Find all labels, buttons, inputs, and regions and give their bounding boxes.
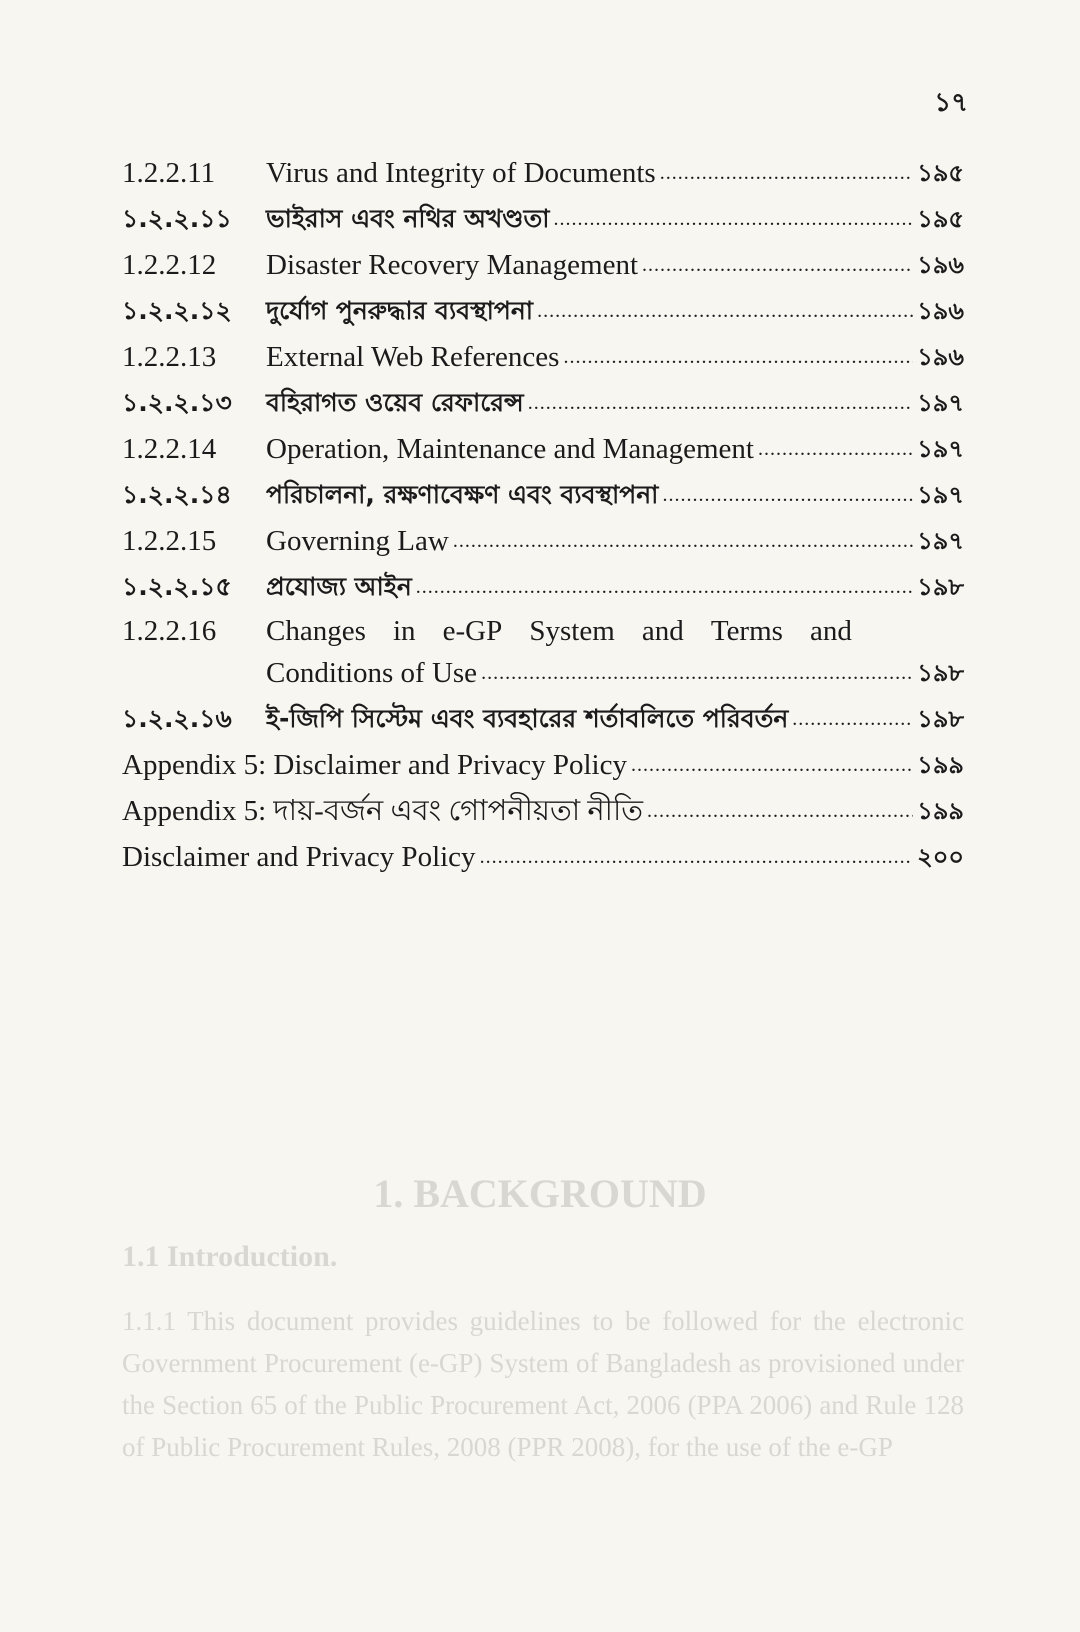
toc-title: Appendix 5: দায়-বর্জন এবং গোপনীয়তা নীতি — [122, 795, 644, 827]
toc-row — [122, 148, 964, 194]
toc-row-multiline — [122, 608, 964, 694]
toc-number: 1.2.2.13 — [122, 341, 217, 373]
toc-leader-dots — [537, 288, 913, 332]
toc-leader-dots — [662, 472, 913, 516]
toc-page: ১৯৫ — [917, 205, 964, 233]
toc-word: and — [810, 615, 852, 647]
toc-title: ই-জিপি সিস্টেম এবং ব্যবহারের শর্তাবলিতে পরিবর্তন — [266, 704, 789, 733]
toc-page: ১৯৭ — [917, 527, 964, 555]
toc-page: ১৯৮ — [917, 705, 964, 733]
toc-row — [122, 694, 964, 740]
toc-page: ১৯৯ — [917, 751, 964, 779]
toc-page: ১৯৬ — [917, 343, 964, 371]
toc-title: Operation, Maintenance and Management — [266, 433, 754, 465]
toc-row — [122, 240, 964, 286]
toc-title-line2: Conditions of Use — [266, 657, 478, 689]
toc-leader-dots — [660, 149, 914, 194]
toc-title: পরিচালনা, রক্ষণাবেক্ষণ এবং ব্যবস্থাপনা — [266, 480, 659, 509]
toc-leader-dots — [528, 380, 914, 424]
toc-word: System — [529, 615, 615, 647]
toc-number: 1.2.2.16 — [122, 615, 217, 647]
toc-page: ১৯৬ — [917, 297, 964, 325]
toc-title: প্রযোজ্য আইন — [266, 572, 412, 601]
toc-page: ১৯৭ — [917, 389, 964, 417]
toc-page: ১৯৯ — [917, 797, 964, 825]
toc-page: ১৯৮ — [917, 573, 964, 601]
toc-page: ২০০ — [917, 843, 964, 871]
toc-row — [122, 470, 964, 516]
toc-page: ১৯৮ — [917, 659, 964, 687]
toc-row — [122, 562, 964, 608]
toc-page: ১৯৭ — [917, 481, 964, 509]
toc-number: 1.2.2.15 — [122, 525, 217, 557]
toc-number: ১.২.২.১৫ — [122, 572, 232, 601]
toc-number: ১.২.২.১৩ — [122, 388, 232, 417]
toc-title: Disclaimer and Privacy Policy — [122, 841, 476, 873]
toc-leader-dots — [563, 333, 913, 378]
toc-row — [122, 516, 964, 562]
toc-leader-dots — [480, 833, 914, 878]
toc-title-line1 — [266, 610, 852, 652]
toc-row — [122, 378, 964, 424]
toc-number: ১.২.২.১৪ — [122, 480, 232, 509]
toc-word: Terms — [710, 615, 783, 647]
toc-title: Virus and Integrity of Documents — [266, 157, 656, 189]
toc-title: দুর্যোগ পুনরুদ্ধার ব্যবস্থাপনা — [266, 296, 534, 325]
toc-row-appendix — [122, 786, 964, 832]
toc-number: 1.2.2.11 — [122, 157, 216, 189]
bleed-through-paragraph: 1.1.1 This document provides guidelines to be followed for the electronic Government Procurement (e-GP) System of Bangladesh as provisioned under the Section 65 of the Public Procurement Act, 2006 (PPA 2006) and Rule 128 of Public Procurement Rules, 2008 (PPR 2008), for the use of the e-GP — [122, 1306, 964, 1462]
toc-leader-dots — [792, 696, 913, 740]
toc-word: e-GP — [442, 615, 503, 647]
toc-leader-dots — [453, 517, 913, 562]
bleed-through-subheading: 1.1 Introduction. — [122, 1240, 338, 1273]
toc-row — [122, 332, 964, 378]
toc-title: ভাইরাস এবং নথির অখণ্ডতা — [266, 204, 550, 233]
toc-row — [122, 424, 964, 470]
table-of-contents — [122, 148, 964, 878]
page-number: ১৭ — [934, 88, 968, 118]
toc-row-appendix — [122, 740, 964, 786]
toc-row — [122, 286, 964, 332]
toc-page: ১৯৬ — [917, 251, 964, 279]
toc-row-appendix — [122, 832, 964, 878]
toc-number: ১.২.২.১২ — [122, 296, 232, 325]
toc-page: ১৯৫ — [917, 159, 964, 187]
toc-leader-dots — [416, 564, 914, 608]
toc-number: ১.২.২.১১ — [122, 204, 232, 233]
toc-row — [122, 194, 964, 240]
toc-number: 1.2.2.14 — [122, 433, 217, 465]
toc-word: in — [392, 615, 416, 647]
toc-leader-dots — [631, 741, 913, 786]
toc-title: External Web References — [266, 341, 560, 373]
toc-leader-dots — [642, 241, 913, 286]
toc-page: ১৯৭ — [917, 435, 964, 463]
toc-title: Appendix 5: Disclaimer and Privacy Policy — [122, 749, 627, 781]
toc-word: and — [641, 615, 684, 647]
toc-leader-dots — [647, 787, 913, 832]
toc-leader-dots — [554, 196, 914, 240]
toc-title: বহিরাগত ওয়েব রেফারেন্স — [266, 388, 524, 417]
toc-title: Governing Law — [266, 525, 449, 557]
toc-title: Disaster Recovery Management — [266, 249, 639, 281]
toc-number: 1.2.2.12 — [122, 249, 217, 281]
toc-leader-dots — [758, 425, 913, 470]
toc-word: Changes — [266, 615, 366, 647]
toc-number: ১.২.২.১৬ — [122, 704, 232, 733]
toc-leader-dots — [481, 649, 913, 694]
bleed-through-heading: 1. BACKGROUND — [373, 1171, 707, 1216]
